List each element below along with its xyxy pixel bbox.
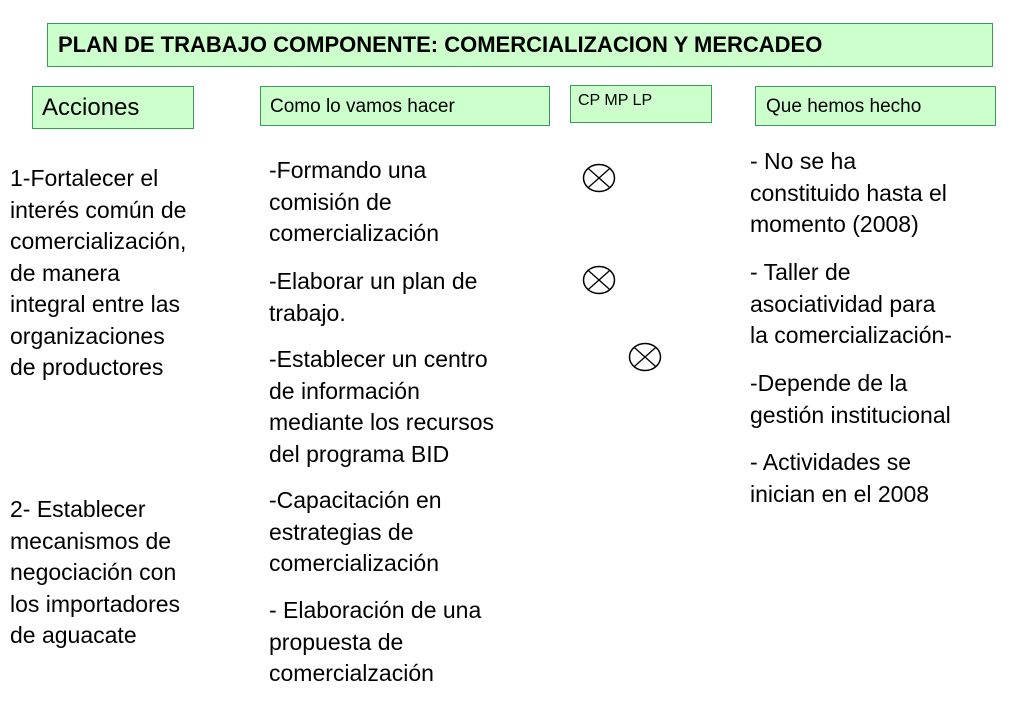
hecho-line: -Depende de la xyxy=(750,370,908,396)
page-title: PLAN DE TRABAJO COMPONENTE: COMERCIALIZACION Y MERCADEO xyxy=(58,32,823,57)
como-2 xyxy=(269,266,477,329)
hecho-line: momento (2008) xyxy=(750,211,919,237)
como-line: comercialización xyxy=(269,550,440,576)
header-hecho xyxy=(755,86,996,126)
hecho-line: asociatividad para xyxy=(750,290,936,317)
circle-x-icon xyxy=(582,163,616,193)
header-acciones-label: Acciones xyxy=(42,94,140,121)
accion-line: comercialización, xyxy=(10,228,187,254)
hecho-4 xyxy=(750,447,929,510)
accion-line: de productores xyxy=(10,354,164,380)
title-box xyxy=(47,23,993,67)
como-line: comisión de xyxy=(269,188,392,215)
como-5 xyxy=(269,595,481,690)
como-4 xyxy=(269,485,442,580)
hecho-line: inician en el 2008 xyxy=(750,480,930,507)
hecho-2 xyxy=(750,257,952,352)
como-line: -Capacitación en xyxy=(269,487,442,513)
hecho-line: la comercialización- xyxy=(750,322,952,348)
accion-line: 2- Establecer xyxy=(10,496,146,522)
hecho-line: - No se ha xyxy=(750,148,857,174)
accion-line: los importadores xyxy=(10,590,181,617)
header-plazos-label: CP MP LP xyxy=(578,92,653,109)
como-3 xyxy=(269,344,494,470)
accion-line: de manera xyxy=(10,259,120,286)
accion-line: negociación con xyxy=(10,559,177,585)
hecho-line: constituido hasta el xyxy=(750,179,947,206)
hecho-line: - Taller de xyxy=(750,259,851,285)
como-line: trabajo. xyxy=(269,299,346,326)
accion-2 xyxy=(10,494,180,652)
accion-line: de aguacate xyxy=(10,622,137,648)
header-hecho-label: Que hemos hecho xyxy=(766,96,922,117)
como-line: -Formando una xyxy=(269,157,427,183)
accion-line: organizaciones xyxy=(10,322,165,349)
accion-line: integral entre las xyxy=(10,291,181,317)
header-como-label: Como lo vamos hacer xyxy=(270,96,455,117)
accion-line: 1-Fortalecer el xyxy=(10,165,159,191)
header-como xyxy=(260,86,550,126)
como-line: comercialzación xyxy=(269,660,434,686)
header-plazos xyxy=(570,85,712,123)
circle-x-icon xyxy=(582,265,616,295)
accion-line: mecanismos de xyxy=(10,527,172,554)
hecho-1 xyxy=(750,146,947,241)
como-line: comercialización xyxy=(269,220,440,246)
accion-1 xyxy=(10,163,186,384)
como-line: estrategias de xyxy=(269,518,414,545)
como-line: propuesta de xyxy=(269,628,404,655)
hecho-line: - Actividades se xyxy=(750,449,912,475)
como-line: -Establecer un centro xyxy=(269,346,488,372)
como-line: de información xyxy=(269,377,420,404)
circle-x-icon xyxy=(628,342,662,372)
accion-line: interés común de xyxy=(10,196,187,223)
hecho-line: gestión institucional xyxy=(750,401,951,428)
hecho-3 xyxy=(750,368,951,431)
como-1 xyxy=(269,155,439,250)
como-line: - Elaboración de una xyxy=(269,597,482,623)
como-line: -Elaborar un plan de xyxy=(269,268,478,294)
como-line: del programa BID xyxy=(269,440,450,467)
header-acciones xyxy=(32,86,194,129)
como-line: mediante los recursos xyxy=(269,409,494,435)
